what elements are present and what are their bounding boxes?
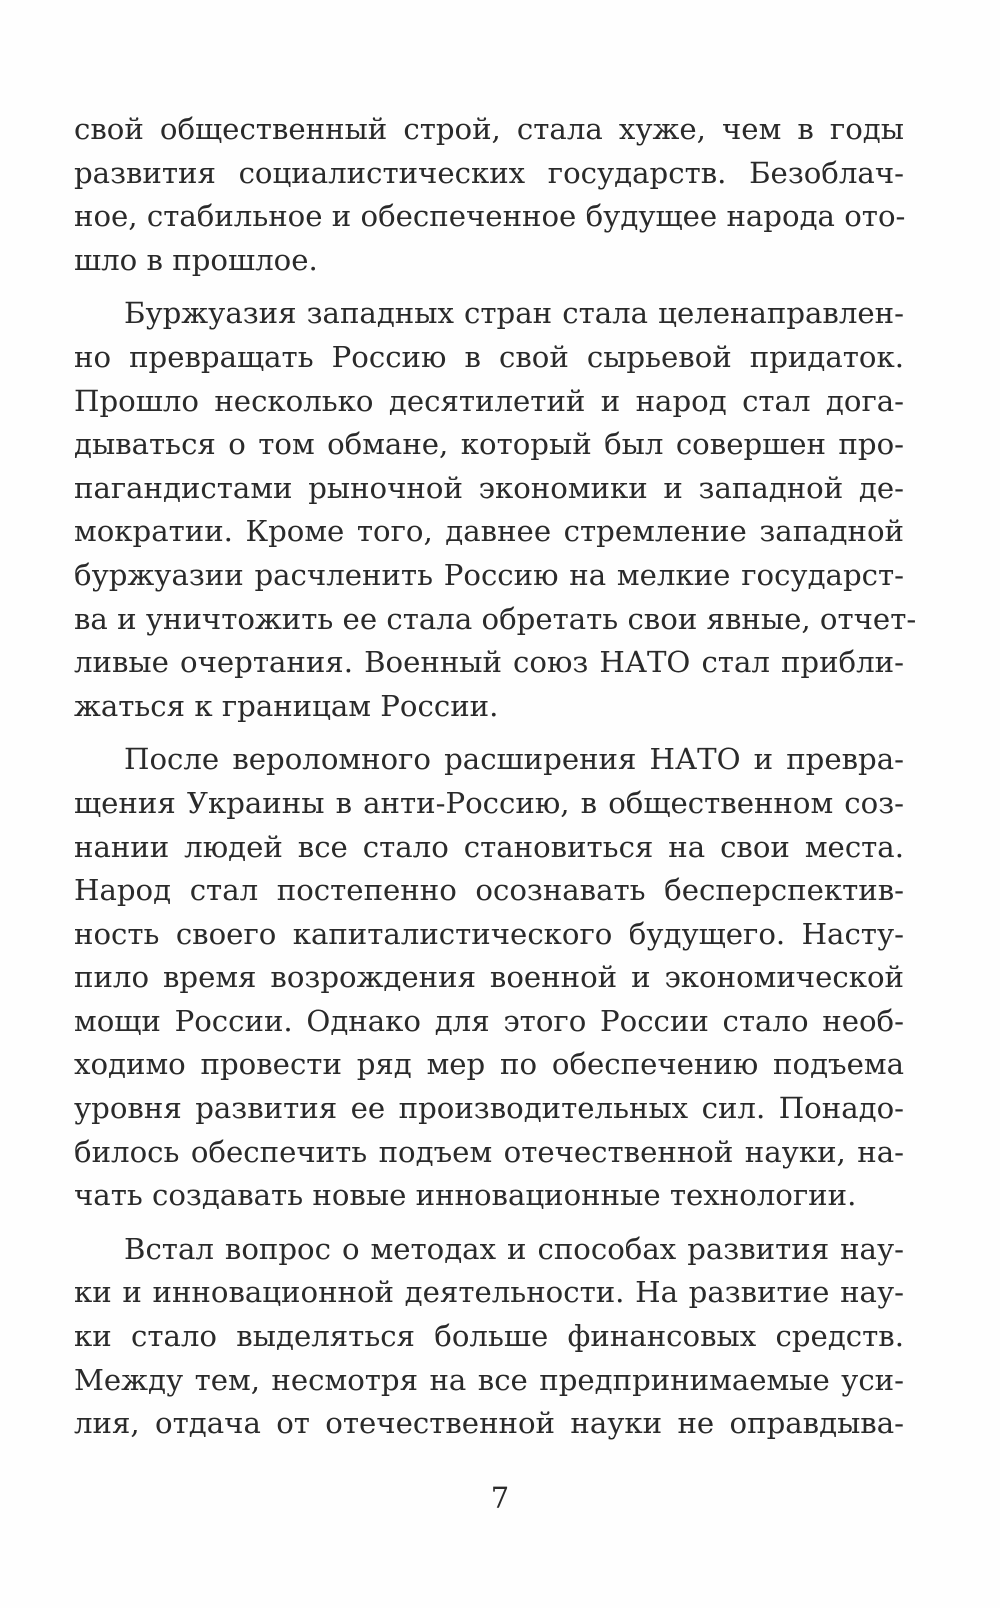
text-line: пило время возрождения военной и экономической (74, 960, 904, 995)
text-line: ходимо провести ряд мер по обеспечению подъема (74, 1047, 904, 1082)
text-line: мократии. Кроме того, давнее стремление западной (74, 514, 904, 549)
text-line: шло в прошлое. (74, 242, 318, 277)
text-line: чать создавать новые инновационные технологии. (74, 1178, 857, 1213)
paragraph-gap (74, 728, 904, 738)
text-line: ливые очертания. Военный союз НАТО стал прибли- (74, 645, 904, 680)
text-line: Народ стал постепенно осознавать бесперспектив- (74, 873, 904, 908)
paragraph (74, 292, 917, 728)
text-line: жаться к границам России. (74, 688, 499, 723)
text-line: ность своего капиталистического будущего. Насту- (74, 916, 904, 951)
page-number: 7 (490, 1481, 510, 1515)
text-line: ки стало выделяться больше финансовых средств. (74, 1319, 904, 1354)
text-line: ки и инновационной деятельности. На развитие нау- (74, 1275, 904, 1310)
text-line: буржуазии расчленить Россию на мелкие государст- (74, 557, 904, 592)
text-line: После вероломного расширения НАТО и превра- (124, 742, 904, 777)
text-line: пагандистами рыночной экономики и западной де- (74, 470, 904, 505)
text-line: уровня развития ее производительных сил. Понадо- (74, 1091, 904, 1126)
text-line: Буржуазия западных стран стала целенаправлен- (124, 296, 904, 331)
text-line: но превращать Россию в свой сырьевой придаток. (74, 339, 904, 374)
text-line: развития социалистических государств. Безоблач- (74, 155, 904, 190)
text-line: свой общественный строй, стала хуже, чем в годы (74, 112, 904, 146)
text-line: билось обеспечить подъем отечественной науки, на- (74, 1134, 904, 1169)
text-line: ва и уничтожить ее стала обретать свои явные, отчет- (74, 601, 917, 636)
text-line: дываться о том обмане, который был совершен про- (74, 427, 904, 462)
text-line: Между тем, несмотря на все предпринимаемые уси- (74, 1362, 904, 1397)
paragraph-gap (74, 1218, 904, 1228)
text-line: щения Украины в анти-Россию, в общественном соз- (74, 785, 904, 820)
text-line: нании людей все стало становиться на свои места. (74, 829, 904, 864)
paragraph (74, 1228, 904, 1446)
text-line: Прошло несколько десятилетий и народ стал дога- (74, 383, 904, 418)
paragraph (74, 738, 904, 1218)
paragraph-gap (74, 282, 904, 292)
text-line: Встал вопрос о методах и способах развития нау- (124, 1231, 904, 1266)
text-line: лия, отдача от отечественной науки не оправдыва- (74, 1406, 904, 1441)
text-line: мощи России. Однако для этого России стало необ- (74, 1003, 904, 1038)
paragraph (74, 108, 904, 282)
text-line: ное, стабильное и обеспеченное будущее народа ото- (74, 199, 906, 234)
body-text (74, 108, 917, 1446)
